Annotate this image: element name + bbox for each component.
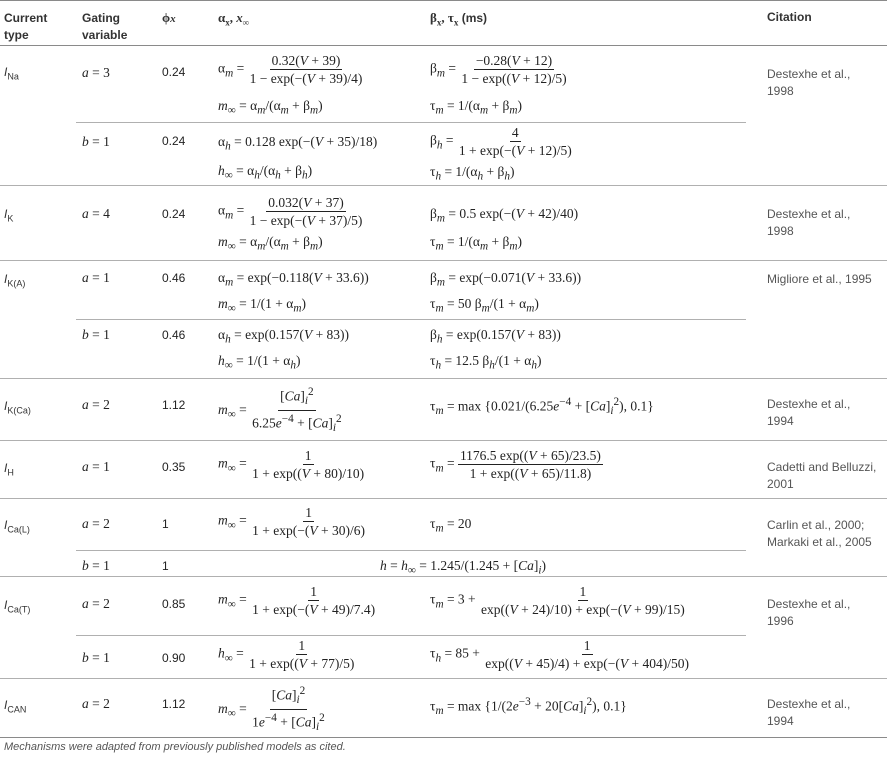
beta-m-eq: $\beta_m$ = $\frac{-0.28(V + 12)}{1 - \exp((V + 12)/5)}$ [430,53,567,86]
header-phi: ϕx [162,10,176,25]
tau-h-eq: $\tau_h = 85$ + $\frac{1}{\exp((V + 45)/4) + \exp(-(V + 404)/50)}$ [430,638,689,671]
header-gating-variable: Gating variable [82,11,128,42]
table-header [0,0,887,46]
row-separator [0,498,887,499]
alpha-m-eq: $\alpha_m = \exp(-0.118(V + 33.6))$ [218,270,369,289]
phi-value: 1.12 [162,697,186,711]
gate-label: a = 3 [82,65,110,80]
beta-m-eq: $\beta_m = 0.5$ exp(−(V + 42)/40) [430,206,579,225]
citation: Destexhe et al., 1998 [767,67,851,98]
current-label: $I_H$ [4,461,14,478]
phi-value: 0.46 [162,328,186,342]
tau-m-eq: $\tau_m = 1/(\alpha_m + \beta_m)$ [430,98,522,117]
minf-eq: $m_\infty$ = $\frac{1}{1 + \exp((V + 80)/10)}$ [218,448,365,481]
gate-label: a = 1 [82,459,110,474]
hinf-eq: $h = h_\infty = 1.245/(1.245 + [Ca]_i)$ [380,558,547,577]
gate-label: b = 1 [82,134,110,149]
current-label: $I_{K(Ca)}$ [4,399,31,416]
gate-label: a = 2 [82,596,110,611]
hinf-eq: $h_\infty = 1/(1 + \alpha_h)$ [218,353,301,372]
row-separator [0,185,887,186]
citation: Cadetti and Belluzzi, 2001 [767,460,877,491]
subrow-separator [76,550,746,551]
citation: Carlin et al., 2000; Markaki et al., 2005 [767,518,872,549]
gate-label: a = 2 [82,516,110,531]
phi-value: 1.12 [162,398,186,412]
phi-value: 0.24 [162,207,186,221]
minf-eq: $m_\infty$ = $\frac{[Ca]_i^2}{1e^{-4} + [Ca]_i^2}$ [218,685,325,734]
citation: Destexhe et al., 1994 [767,397,851,428]
current-label: $I_{K(A)}$ [4,272,26,289]
current-label: $I_{CAN}$ [4,698,27,715]
alpha-h-eq: $\alpha_h = 0.128$ exp(−(V + 35)/18) [218,134,378,153]
subrow-separator [76,122,746,123]
current-label: $I_{Na}$ [4,65,19,82]
table-bottom-rule [0,737,887,738]
beta-h-eq: $\beta_h = \exp(0.157(V + 83))$ [430,327,561,346]
gate-label: a = 2 [82,397,110,412]
phi-value: 1 [162,517,169,531]
tau-m-eq: $\tau_m$ = $\frac{1176.5 \exp((V + 65)/23.5)}{1 + \exp((V + 65)/11.8)}$ [430,448,601,481]
minf-eq: $m_\infty$ = $\frac{[Ca]_i^2}{6.25e^{-4} + [Ca]_i^2}$ [218,386,342,435]
tau-m-eq: $\tau_m = 20$ [430,516,472,535]
gate-label: a = 2 [82,696,110,711]
minf-eq: $m_\infty$ = $\frac{1}{1 + \exp(-(V + 30)/6)}$ [218,505,365,538]
phi-value: 1 [162,559,169,573]
row-separator [0,440,887,441]
citation: Migliore et al., 1995 [767,272,872,286]
minf-eq: $m_\infty = \alpha_m/(\alpha_m + \beta_m)$ [218,234,323,253]
gate-label: b = 1 [82,558,110,573]
gate-label: b = 1 [82,327,110,342]
header-beta-tau: $\beta_x$, $\tau_x$ (ms) [430,10,488,28]
tau-m-eq: $\tau_m = 3$ + $\frac{1}{\exp((V + 24)/10) + \exp(-(V + 99)/15)}$ [430,584,685,617]
header-alpha-xinf: $\alpha_x$, $x_\infty$ [218,10,250,28]
citation: Destexhe et al., 1998 [767,207,851,238]
minf-eq: $m_\infty = 1/(1 + \alpha_m)$ [218,296,306,315]
row-separator [0,260,887,261]
phi-value: 0.85 [162,597,186,611]
gate-label: b = 1 [82,650,110,665]
gate-label: a = 4 [82,206,110,221]
hinf-eq: $h_\infty$ = $\frac{1}{1 + \exp((V + 77)/5)}$ [218,638,355,671]
beta-h-eq: $\beta_h$ = $\frac{4}{1 + \exp(-(V + 12)/5)}$ [430,125,572,158]
minf-eq: $m_\infty = \alpha_m/(\alpha_m + \beta_m)$ [218,98,323,117]
phi-value: 0.24 [162,134,186,148]
tau-h-eq: $\tau_h = 12.5$ $\beta_h/(1 + \alpha_h)$ [430,353,542,372]
citation: Destexhe et al., 1994 [767,697,851,728]
header-current-type: Current type [4,11,48,42]
current-label: $I_{Ca(L)}$ [4,518,30,535]
subrow-separator [76,635,746,636]
beta-m-eq: $\beta_m = \exp(-0.071(V + 33.6))$ [430,270,582,289]
hinf-eq: $h_\infty = \alpha_h/(\alpha_h + \beta_h)$ [218,163,313,182]
minf-eq: $m_\infty$ = $\frac{1}{1 + \exp(-(V + 49)/7.4)}$ [218,584,376,617]
alpha-m-eq: $\alpha_m$ = $\frac{0.032(V + 37)}{1 - \exp(-(V + 37)/5)}$ [218,195,363,228]
tau-m-eq: $\tau_m = \max \{0.021/(6.25e^{-4} + [Ca]_i^2)$, 0.1} [430,396,654,418]
tau-m-eq: $\tau_m = 50$ $\beta_m/(1 + \alpha_m)$ [430,296,539,315]
row-separator [0,378,887,379]
current-label: $I_K$ [4,207,14,224]
tau-m-eq: $\tau_m = 1/(\alpha_m + \beta_m)$ [430,234,522,253]
gate-label: a = 1 [82,270,110,285]
tau-h-eq: $\tau_h = 1/(\alpha_h + \beta_h)$ [430,164,515,183]
subrow-separator [76,319,746,320]
table-footnote: Mechanisms were adapted from previously published models as cited. [4,741,346,753]
citation: Destexhe et al., 1996 [767,597,851,628]
phi-value: 0.35 [162,460,186,474]
row-separator [0,678,887,679]
phi-value: 0.90 [162,651,186,665]
phi-value: 0.24 [162,65,186,79]
tau-m-eq: $\tau_m = \max \{1/(2e^{-3} + 20[Ca]_i^2)$, 0.1} [430,696,627,718]
current-label: $I_{Ca(T)}$ [4,598,31,615]
header-citation: Citation [767,10,812,24]
alpha-m-eq: $\alpha_m$ = $\frac{0.32(V + 39)}{1 - \exp(-(V + 39)/4)}$ [218,53,363,86]
alpha-h-eq: $\alpha_h = \exp(0.157(V + 83))$ [218,327,350,346]
phi-value: 0.46 [162,271,186,285]
